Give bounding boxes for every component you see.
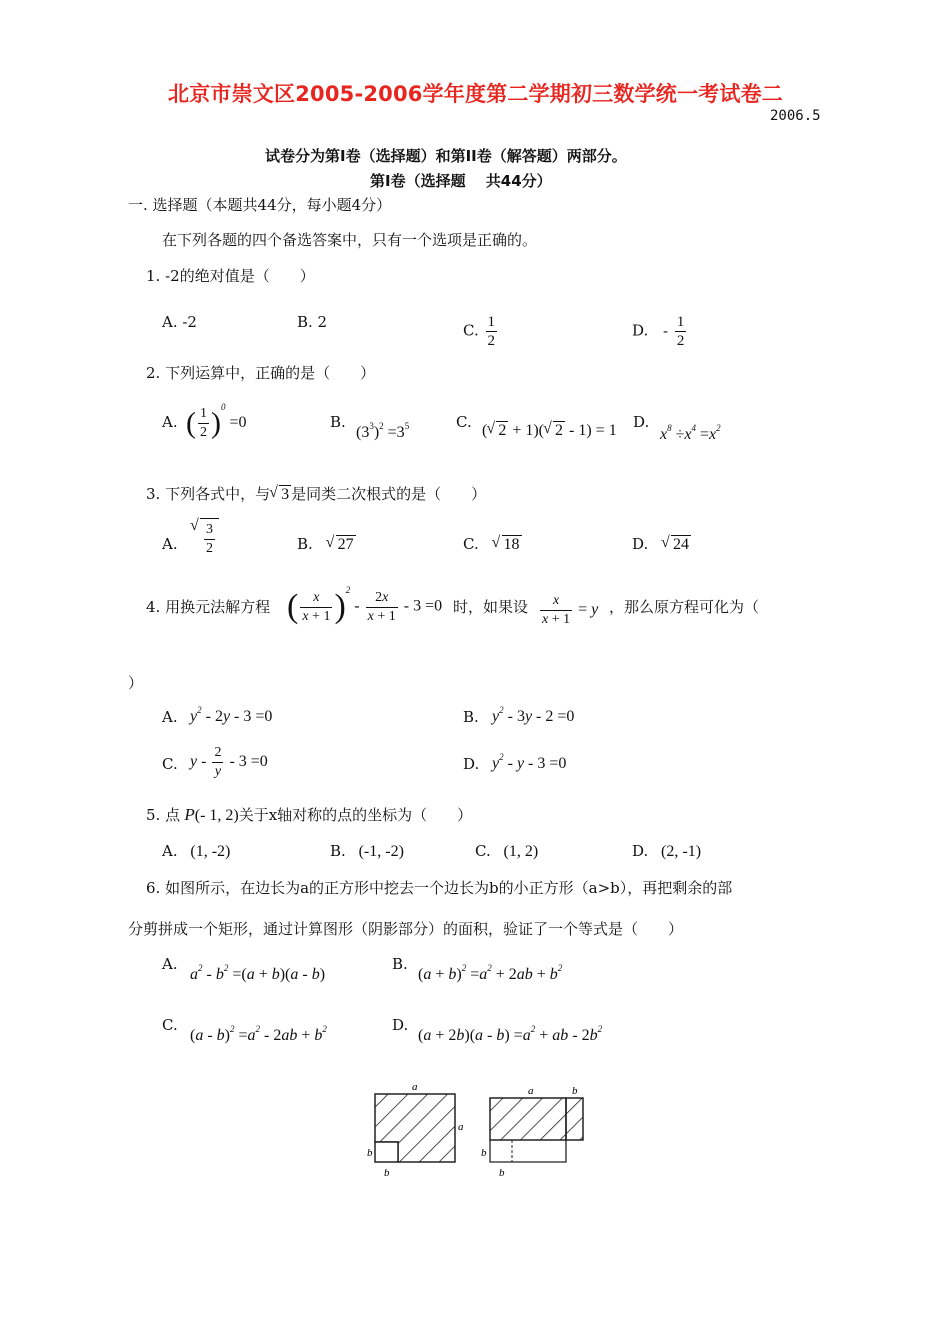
- exam-intro: 试卷分为第I卷（选择题）和第II卷（解答题）两部分。: [265, 147, 627, 165]
- question-1-stem: 1. -2的绝对值是（ ）: [146, 267, 315, 285]
- q6-figure: [360, 1082, 600, 1182]
- label-b-bottom: b: [384, 1167, 390, 1179]
- q5-option-d: D. (2, -1): [632, 842, 702, 860]
- q2-option-d-label: D.: [633, 413, 650, 431]
- figure-right-rectangle: [481, 1085, 583, 1179]
- volume-title: 第I卷（选择题 共44分）: [370, 172, 552, 190]
- q3-option-c: C. √ 18: [463, 535, 522, 553]
- question-2-stem: 2. 下列运算中，正确的是（ ）: [146, 364, 376, 382]
- q4-option-c-label: C.: [162, 755, 178, 773]
- q2-option-c-label: C.: [456, 413, 472, 431]
- question-4-stem-pre: 4. 用换元法解方程: [146, 598, 271, 616]
- q6-option-d-label: D.: [392, 1016, 409, 1034]
- question-4-stem-post: ，那么原方程可化为（: [609, 598, 760, 616]
- q6-option-a-label: A.: [162, 955, 178, 973]
- q6-option-b-label: B.: [392, 955, 408, 973]
- q5-option-b: B. (-1, -2): [330, 842, 404, 860]
- label-a-right: a: [458, 1121, 464, 1133]
- q4-option-d-label: D.: [463, 755, 480, 773]
- q5-option-a: A. (1, -2): [162, 842, 231, 860]
- section-instruction: 在下列各题的四个备选答案中，只有一个选项是正确的。: [162, 231, 538, 249]
- q5-option-c: C. (1, 2): [475, 842, 539, 860]
- q4-option-b-label: B.: [463, 708, 479, 726]
- figure-left-square: [367, 1082, 464, 1179]
- label-b-right-fig-bottom: b: [499, 1167, 505, 1179]
- q2-option-c-expr: (√ 2 + 1)(√ 2 - 1) = 1: [482, 421, 617, 440]
- label-a-top: a: [412, 1082, 418, 1093]
- question-3-stem: 3. 下列各式中，与√ 3 是同类二次根式的是（ ）: [146, 483, 486, 504]
- q6-option-d-expr: $(a + 2b)(a - b) =a^2$ + ab - $2b^2$: [418, 1024, 603, 1044]
- q3-option-a-expr: √ $\frac{3}{2}$: [188, 518, 219, 558]
- q1-option-a: A. -2: [162, 313, 197, 331]
- label-b-right-fig-left: b: [481, 1147, 487, 1159]
- q4-substitution: $\frac{x}{x + 1}$ = y: [542, 593, 599, 627]
- label-b-left: b: [367, 1147, 373, 1159]
- q2-option-b-expr: $(3^3)^2 =3^5$: [356, 421, 410, 441]
- question-5-stem: 5. 点 P(- 1, 2)关于x轴对称的点的坐标为（ ）: [146, 805, 473, 824]
- q1-option-d: D. - $\frac{1}{2}$: [632, 314, 685, 349]
- q2-option-a-label: A.: [162, 413, 178, 431]
- q3-option-b: B. √ 27: [297, 535, 356, 553]
- question-4-stem-mid: 时，如果设: [453, 598, 529, 616]
- q4-option-c-expr: y - $\frac{2}{y}$ - 3 =0: [190, 745, 268, 779]
- q6-option-a-expr: $a^2 - b^2 =(a + b)(a - b)$: [190, 963, 326, 983]
- q1-option-c: C. $\frac{1}{2}$: [463, 314, 495, 349]
- q4-option-d-expr: $y^2 - y - 3 =0$: [492, 752, 567, 772]
- q3-option-d: D. √ 24: [632, 535, 691, 553]
- q4-option-b-expr: $y^2 - 3y - 2 =0$: [492, 705, 575, 725]
- q6-option-c-expr: $(a - b)^2 =a^2 - 2ab + b^2$: [190, 1024, 327, 1044]
- section-heading: 一. 选择题（本题共44分，每小题4分）: [128, 196, 392, 214]
- q4-option-a-label: A.: [162, 708, 178, 726]
- q2-option-a-expr: ( $\frac{1}{2}$ )$^0$ =0: [186, 402, 247, 440]
- question-4-close: ）: [128, 674, 144, 692]
- q6-option-c-label: C.: [162, 1016, 178, 1034]
- label-b-right-fig-top: b: [572, 1085, 578, 1097]
- q6-option-b-expr: $(a + b)^2 =a^2 + 2ab + b^2$: [418, 963, 563, 983]
- exam-date: 2006.5: [770, 108, 821, 124]
- label-a-right-fig: a: [528, 1085, 534, 1097]
- q4-option-a-expr: $y^2 - 2y - 3 =0$: [190, 705, 273, 725]
- q1-option-b: B. 2: [297, 313, 328, 331]
- exam-title: 北京市崇文区2005-2006学年度第二学期初三数学统一考试卷二: [168, 82, 784, 106]
- q2-option-d-expr: $x^8 \div x^4 =x^2$: [660, 423, 721, 443]
- q3-option-a-label: A.: [162, 535, 178, 553]
- q2-option-b-label: B.: [330, 413, 346, 431]
- question-6-line1: 6. 如图所示，在边长为a的正方形中挖去一个边长为b的小正方形（a>b），再把剩余的部: [146, 879, 733, 897]
- q4-equation: ( $\frac{x}{x + 1}$ )$^2$ - $\frac{2x}{x + 1}$ - 3 =0: [287, 585, 443, 625]
- question-6-line2: 分剪拼成一个矩形，通过计算图形（阴影部分）的面积，验证了一个等式是（ ）: [128, 920, 684, 938]
